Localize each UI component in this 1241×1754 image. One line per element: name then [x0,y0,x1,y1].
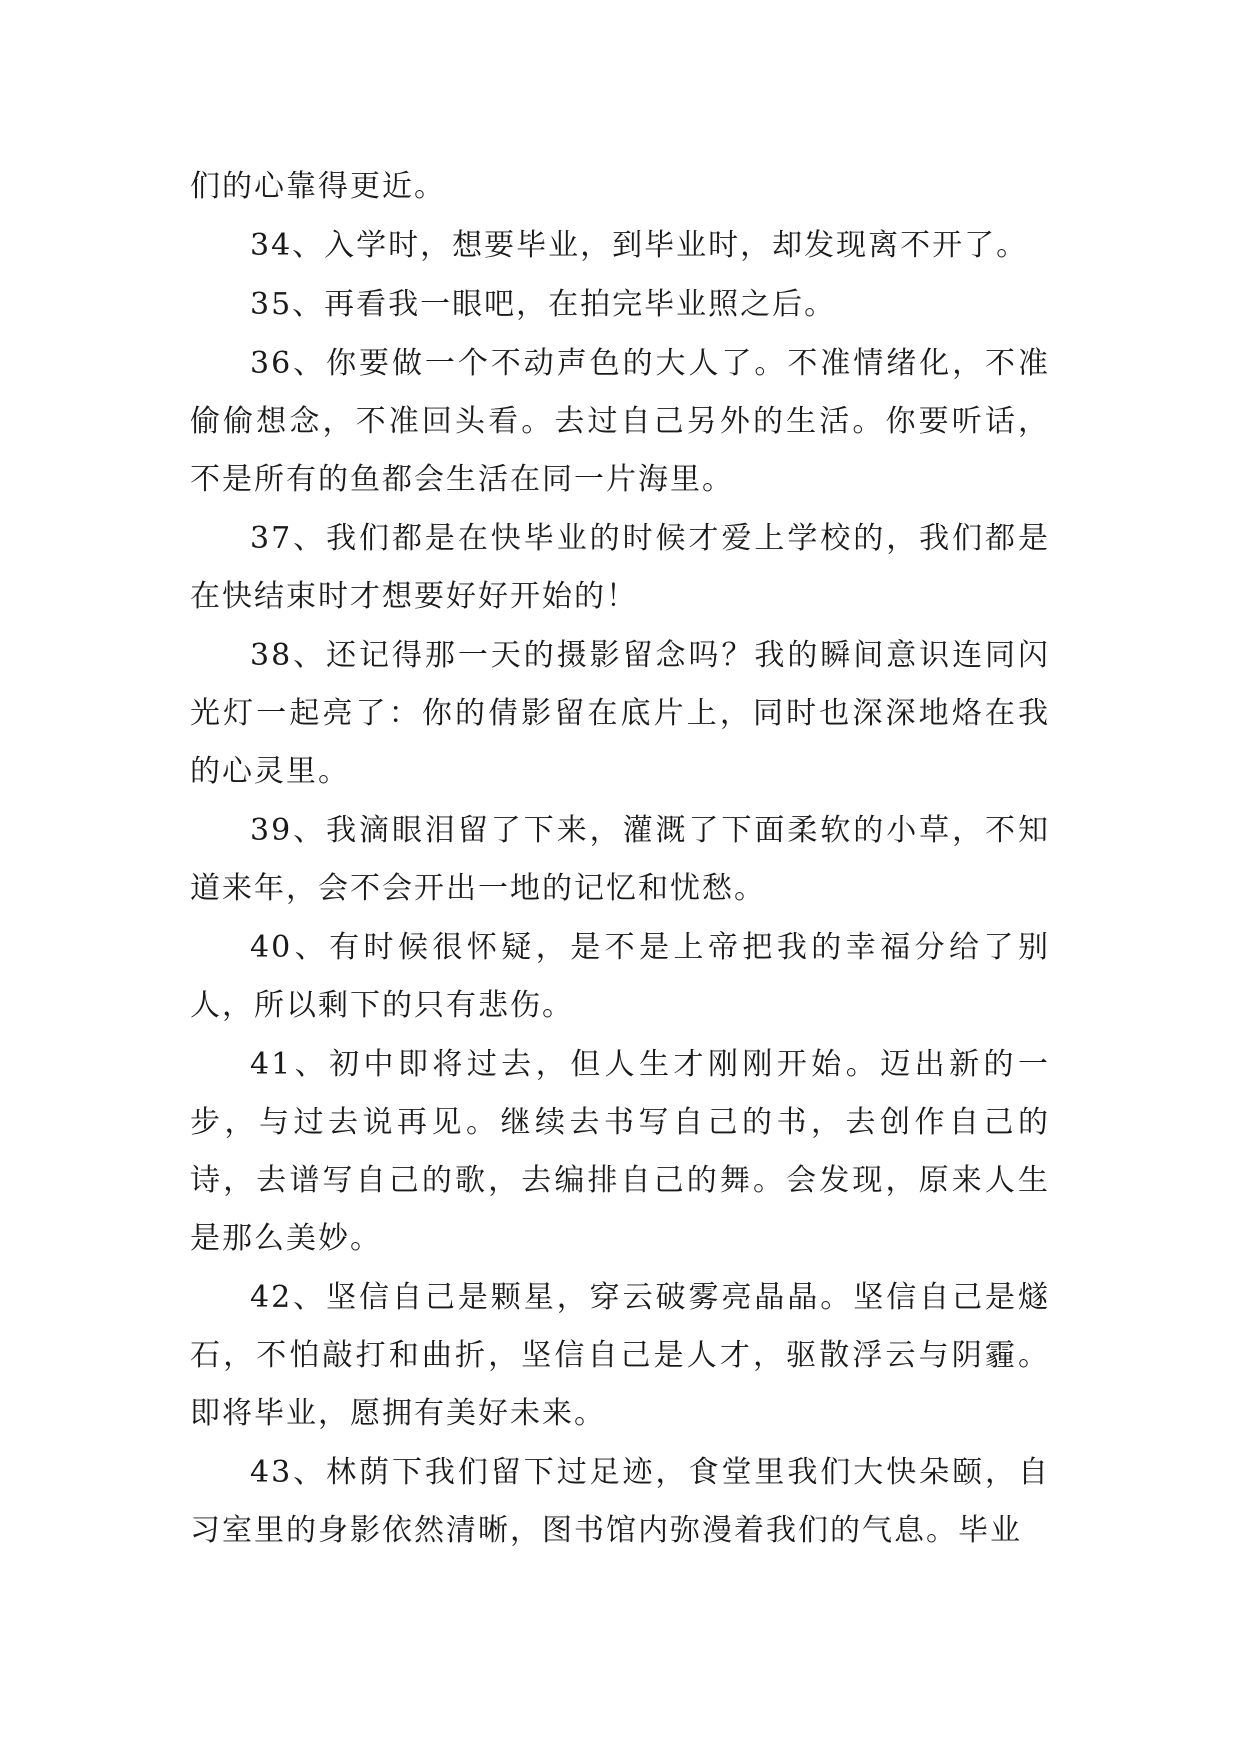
paragraph-item-36: 36、你要做一个不动声色的大人了。不准情绪化，不准偷偷想念，不准回头看。去过自己另外的生活。你要听话，不是所有的鱼都会生活在同一片海里。 [190,346,1050,497]
paragraph-item-34: 34、入学时，想要毕业，到毕业时，却发现离不开了。 [250,228,1029,263]
paragraph-item-41: 41、初中即将过去，但人生才刚刚开始。迈出新的一步，与过去说再见。继续去书写自己的书，去创作自己的诗，去谱写自己的歌，去编排自己的舞。会发现，原来人生是那么美妙。 [190,1047,1050,1256]
paragraph-item-37: 37、我们都是在快毕业的时候才爱上学校的，我们都是在快结束时才想要好好开始的！ [190,521,1050,614]
paragraph-continuation: 们的心靠得更近。 [190,169,446,204]
document-body [190,158,1050,1561]
paragraph-item-43: 43、林荫下我们留下过足迹，食堂里我们大快朵颐，自习室里的身影依然清晰，图书馆内弥漫着我们的气息。毕业 [190,1455,1050,1548]
paragraph-item-40: 40、有时候很怀疑，是不是上帝把我的幸福分给了别人，所以剩下的只有悲伤。 [190,930,1050,1023]
paragraph-item-35: 35、再看我一眼吧，在拍完毕业照之后。 [250,287,837,322]
paragraph-item-38: 38、还记得那一天的摄影留念吗？我的瞬间意识连同闪光灯一起亮了：你的倩影留在底片上，同时也深深地烙在我的心灵里。 [190,638,1050,789]
paragraph-item-39: 39、我滴眼泪留了下来，灌溉了下面柔软的小草，不知道来年，会不会开出一地的记忆和忧愁。 [190,813,1050,906]
paragraph-item-42: 42、坚信自己是颗星，穿云破雾亮晶晶。坚信自己是燧石，不怕敲打和曲折，坚信自己是人才，驱散浮云与阴霾。即将毕业，愿拥有美好未来。 [190,1280,1050,1431]
